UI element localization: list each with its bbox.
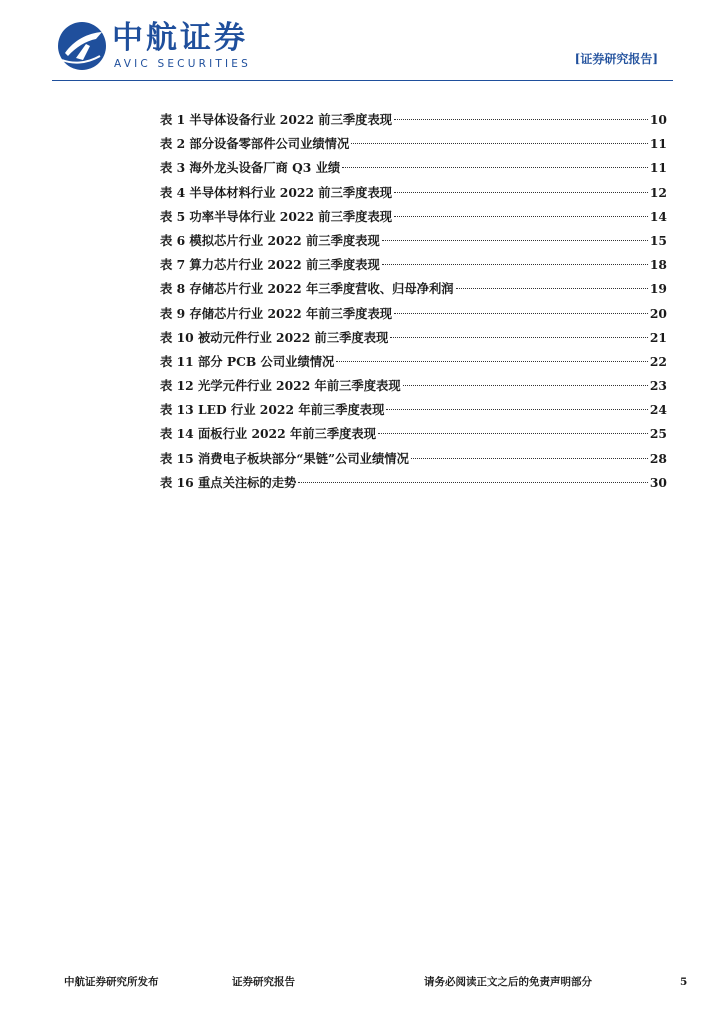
toc-dot-leader [456,288,648,289]
toc-dot-leader [394,216,648,217]
toc-dot-leader [394,119,648,120]
toc-entry[interactable] [160,132,667,156]
toc-dot-leader [394,313,648,314]
logo-chinese-name: 中航证券 [112,20,248,56]
toc-entry-label: 表 12 光学元件行业 2022 年前三季度表现 [160,378,401,394]
toc-entry-label: 表 3 海外龙头设备厂商 Q3 业绩 [160,160,341,176]
toc-entry-page: 25 [649,426,667,442]
toc-entry-label: 表 10 被动元件行业 2022 前三季度表现 [160,329,389,345]
footer-doc-type: 证券研究报告 [232,976,295,988]
toc-entry[interactable] [160,205,667,229]
toc-dot-leader [351,143,648,144]
toc-entry[interactable] [160,108,667,132]
toc-entry-page: 20 [649,305,667,321]
toc-entry-page: 15 [649,232,667,248]
toc-entry[interactable] [160,229,667,253]
footer-disclaimer: 请务必阅读正文之后的免责声明部分 [424,976,592,988]
logo-english-name: AVIC SECURITIES [114,58,251,70]
toc-entry-label: 表 11 部分 PCB 公司业绩情况 [160,353,335,369]
footer-page-number: 5 [680,976,688,988]
toc-entry-page: 23 [649,378,667,394]
toc-entry[interactable] [160,350,667,374]
header-divider [52,80,673,81]
toc-entry-page: 10 [649,112,667,127]
toc-entry-page: 28 [649,450,667,466]
toc-entry-page: 30 [649,474,667,490]
toc-entry-page: 14 [649,208,667,224]
toc-entry[interactable] [160,277,667,301]
page-header [0,0,724,82]
toc-entry[interactable] [160,447,667,471]
toc-entry-label: 表 8 存储芯片行业 2022 年三季度营收、归母净利润 [160,281,454,297]
toc-entry[interactable] [160,181,667,205]
toc-entry-label: 表 4 半导体材料行业 2022 前三季度表现 [160,184,393,200]
toc-entry-page: 18 [649,257,667,273]
toc-entry-page: 21 [649,329,667,345]
toc-dot-leader [382,264,648,265]
toc-entry-page: 11 [649,136,667,152]
toc-entry-label: 表 15 消费电子板块部分“果链”公司业绩情况 [160,450,409,466]
toc-entry[interactable] [160,156,667,180]
toc-dot-leader [378,433,648,434]
toc-entry-label: 表 2 部分设备零部件公司业绩情况 [160,136,350,152]
page-footer [0,972,724,992]
toc-dot-leader [390,337,648,338]
toc-entry-label: 表 9 存储芯片行业 2022 年前三季度表现 [160,305,393,321]
toc-dot-leader [411,458,648,459]
toc-entry[interactable] [160,302,667,326]
toc-entry-page: 12 [649,184,667,200]
toc-dot-leader [403,385,648,386]
toc-entry[interactable] [160,471,667,495]
toc-entry-label: 表 5 功率半导体行业 2022 前三季度表现 [160,208,393,224]
toc-dot-leader [382,240,648,241]
toc-entry-label: 表 6 模拟芯片行业 2022 前三季度表现 [160,232,380,248]
toc-dot-leader [386,409,647,410]
toc-entry-label: 表 14 面板行业 2022 年前三季度表现 [160,426,377,442]
toc-entry-label: 表 7 算力芯片行业 2022 前三季度表现 [160,257,380,273]
toc-entry-label: 表 16 重点关注标的走势 [160,474,297,490]
toc-entry[interactable] [160,253,667,277]
toc-entry-page: 19 [649,281,667,297]
toc-dot-leader [394,192,648,193]
toc-entry-label: 表 1 半导体设备行业 2022 前三季度表现 [160,112,393,127]
avic-logo-icon [56,20,108,72]
toc-entry[interactable] [160,398,667,422]
toc-dot-leader [298,482,648,483]
report-type-tag: [证券研究报告] [574,52,658,66]
toc-entry[interactable] [160,326,667,350]
toc-entry-page: 11 [649,160,667,176]
toc-entry-label: 表 13 LED 行业 2022 年前三季度表现 [160,402,385,418]
toc-entry[interactable] [160,374,667,398]
toc-entry[interactable] [160,422,667,446]
table-of-tables [160,108,667,495]
toc-dot-leader [342,167,648,168]
footer-publisher: 中航证券研究所发布 [64,976,159,988]
toc-dot-leader [336,361,648,362]
toc-entry-page: 22 [649,353,667,369]
toc-entry-page: 24 [649,402,667,418]
